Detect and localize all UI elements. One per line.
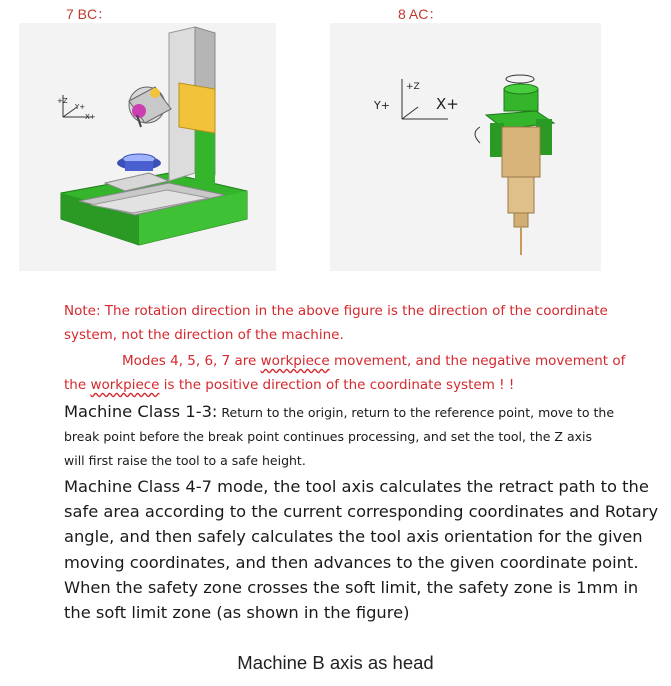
class13-heading: Machine Class 1-3: [64, 402, 218, 421]
ac-head-illustration [330, 23, 601, 271]
class47-line-6: the soft limit zone (as shown in the figure) [64, 603, 410, 622]
note-line-4 [64, 373, 664, 397]
class13-line-3: will first raise the tool to a safe height. [64, 453, 306, 468]
spindle-head [129, 87, 171, 127]
a-axis-body [502, 127, 540, 255]
x-axis-label: X+ [85, 113, 96, 121]
note-line-1: Note: The rotation direction in the above figure is the direction of the coordinate [64, 303, 608, 319]
note-line-4-c: is the positive direction of the coordinate system ! ! [159, 377, 515, 393]
class47-line-5: When the safety zone crosses the soft limit, the safety zone is 1mm in [64, 578, 639, 597]
note-line-2: system, not the direction of the machine. [64, 327, 344, 343]
note-line-4-workpiece: workpiece [90, 377, 160, 393]
z-axis-label: +Z [406, 82, 420, 92]
note-line-3-workpiece: workpiece [260, 353, 330, 369]
note-line-3-c: movement, and the negative movement of [329, 353, 626, 369]
figure-7-label: 7 BC： [66, 6, 112, 22]
figure-8-label: 8 AC： [398, 6, 443, 22]
note-line-3-a: Modes 4, 5, 6, 7 are [122, 353, 261, 369]
note-line-4-a: the [64, 377, 91, 393]
class47-line-3: angle, and then safely calculates the tool axis orientation for the given [64, 527, 643, 546]
class47-line-2: safe area according to the current corresponding coordinates and Rotary [64, 502, 659, 521]
y-axis-label: Y+ [374, 99, 390, 112]
figure-caption: Machine B axis as head [237, 652, 434, 673]
class13-line-2: break point before the break point continues processing, and set the tool, the Z axis [64, 429, 593, 444]
ac-head-figure [330, 23, 601, 271]
y-axis-label: Y+ [75, 103, 86, 111]
bc-machine-figure [19, 23, 276, 271]
class47-line-4: moving coordinates, and then advances to the given coordinate point. [64, 553, 639, 572]
x-axis-label: X+ [436, 95, 459, 113]
class47-line-1: Machine Class 4-7 mode, the tool axis calculates the retract path to the [64, 477, 649, 496]
note-line-3 [122, 349, 671, 373]
class13-line-1 [64, 400, 614, 424]
class13-text-1: Return to the origin, return to the reference point, move to the [217, 405, 615, 420]
bc-machine-illustration [19, 23, 276, 271]
z-axis-label: +Z [57, 97, 68, 105]
